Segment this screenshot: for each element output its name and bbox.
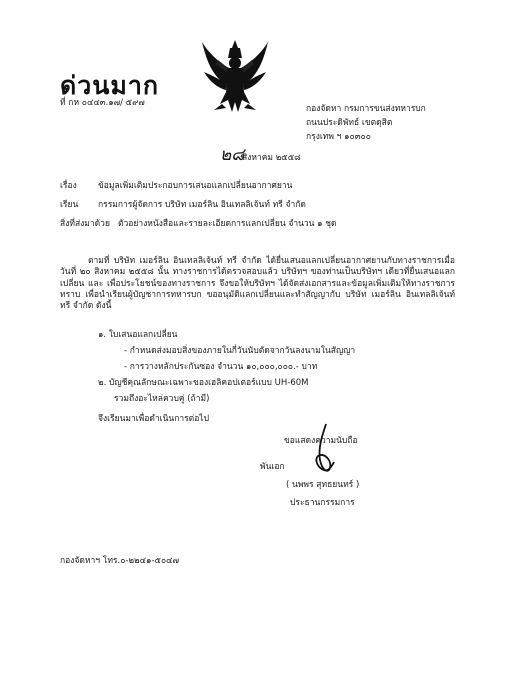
signature-mark-icon	[312, 422, 338, 480]
enclosure-value: ตัวอย่างหนังสือและรายละเอียดการแลกเปลี่ยน จำนวน ๑ ชุด	[118, 219, 337, 229]
urgency-stamp: ด่วนมาก	[60, 71, 160, 100]
list-item: ๑. ใบเสนอแลกเปลี่ยน	[98, 330, 178, 340]
garuda-emblem-icon	[200, 38, 270, 116]
subject-value: ข้อมูลเพิ่มเติมประกอบการเสนอแลกเปลี่ยนอากาศยาน	[98, 181, 293, 191]
date-month-year: สิงหาคม ๒๕๕๘	[242, 153, 301, 163]
address-line: กองจัดหา กรมการขนส่งทหารบก	[306, 104, 426, 114]
enclosure-label: สิ่งที่ส่งมาด้วย	[60, 219, 110, 229]
list-item: - กำหนดส่งมอบสิ่งของภายในกี่วันนับตัดจากวันลงนามในสัญญา	[124, 346, 356, 356]
body-paragraph-text: ตามที่ บริษัท เมอร์ลิน อินเทลลิเจ้นท์ ทรี จำกัด ได้ยื่นเสนอแลกเปลี่ยนอากาศยานกับทางราชการเมื่อวันที่ ๒๐ สิงหาคม ๒๕๕๘ นั้น ทางราชการได้ตรวจสอบแล้ว บริษัทฯ ของท่านเป็นบริษัทฯ เดียวที่ยื่นเสนอแลกเปลี่ยน และ เพื่อประโยชน์ของทางราชการ จึงขอให้บริษัทฯ ได้จัดส่งเอกสารและข้อมูลเพิ่มเติมให้ทางราชการทราบ เพื่อนำเรียนผู้บัญชาการทหารบก ขออนุมัติแลกเปลี่ยนและทำสัญญากับ บริษัท เมอร์ลิน อินเทลลิเจ้นท์ ทรี จำกัด ดังนี้	[60, 256, 455, 312]
body-paragraph	[60, 256, 455, 312]
address-line: ถนนประดิพัทธ์ เขตดุสิต	[306, 118, 393, 128]
sender-address	[306, 102, 426, 144]
reference-number: ที่ กห ๐๔๔๓.๑๗/ ๕๙๗	[60, 98, 145, 108]
to-label: เรียน	[60, 200, 79, 210]
signer-name: ( นพพร สุทธยนทร์ )	[286, 480, 360, 490]
subject-label: เรื่อง	[60, 181, 77, 191]
address-line: กรุงเทพ ฯ ๑๐๓๐๐	[306, 132, 371, 142]
footer-contact: กองจัดหาฯ โทร.๐-๒๒๔๑-๕๐๔๗	[60, 556, 179, 566]
signer-position: ประธานกรรมการ	[290, 498, 355, 508]
list-item: ๒. บัญชีคุณลักษณะเฉพาะของเฮลิคอปเตอร์แบบ UH-60M	[98, 378, 309, 388]
closing-line: จึงเรียนมาเพื่อดำเนินการต่อไป	[98, 414, 209, 424]
to-value: กรรมการผู้จัดการ บริษัท เมอร์ลิน อินเทลลิเจ้นท์ ทรี จำกัด	[98, 200, 306, 210]
signer-rank: พันเอก	[260, 462, 285, 472]
salutation: ขอแสดงความนับถือ	[284, 436, 358, 446]
date-day: ๒๘	[220, 145, 245, 165]
list-item: - การวางหลักประกันซอง จำนวน ๑๐,๐๐๐,๐๐๐.- บาท	[124, 362, 318, 372]
list-item: รวมถึงอะไหล่ควบคู่ (ถ้ามี)	[114, 394, 210, 404]
